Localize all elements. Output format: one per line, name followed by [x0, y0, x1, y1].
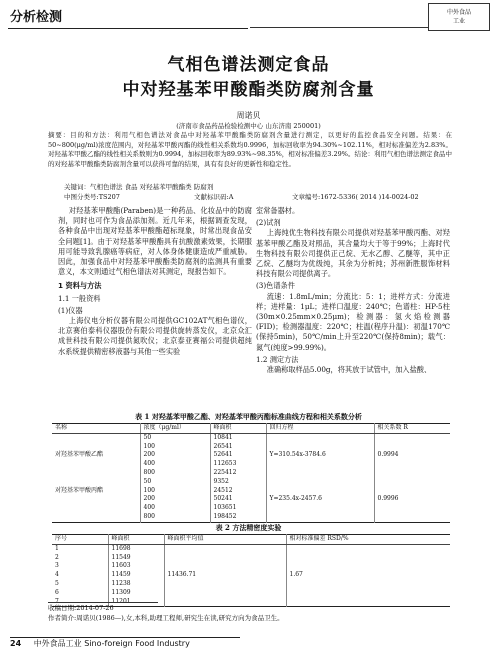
footnote-rule: [48, 602, 158, 603]
table-header-cell: 回归方程: [266, 424, 374, 434]
table-cell: [164, 544, 286, 553]
subsection-heading-1-1: 1.1 一般资料: [58, 293, 101, 303]
table-row: [52, 460, 450, 469]
table-row: [52, 451, 450, 460]
table-cell: 11698: [108, 544, 164, 553]
page-footer: [10, 637, 240, 656]
reagents-heading: (2)试剂: [256, 218, 281, 228]
table-header-cell: 峰面积平均值: [164, 535, 286, 545]
logo-line-1: 中外食品: [446, 9, 471, 16]
table-cell: [266, 460, 374, 469]
table-row: [52, 487, 450, 496]
instruments-heading: (1)仪器: [58, 305, 83, 315]
table-2: [52, 534, 450, 607]
table-cell: 0.9994: [377, 451, 399, 459]
table-cell: [52, 504, 140, 513]
table-header-cell: 峰面积: [108, 535, 164, 545]
table-cell: 11309: [108, 589, 164, 598]
table-cell: [266, 433, 374, 442]
logo-line-2: 工业: [452, 18, 465, 25]
table-cell: 11436.71: [164, 571, 286, 580]
table-cell: 198452: [210, 513, 266, 522]
table-row: [52, 562, 450, 571]
table-cell: [374, 443, 450, 452]
reagents-paragraph: 上海纯优生物科技有限公司提供对羟基苯甲酸丙酯、对羟基苯甲酸乙酯及对照品，其含量均大于等于99%；上海时代生物科技有限公司提供正己烷、无水乙醇、乙醚等，其中正乙烷、乙醚均为优级纯，其余为分析纯；苏州新胜服饰材料科技有限公司提供离子。: [256, 228, 450, 279]
table-cell: [52, 433, 140, 442]
table-cell: 11603: [108, 562, 164, 571]
keywords: 关键词：气相色谱法 食品 对羟基苯甲酸酯类 防腐剂: [64, 183, 214, 191]
method-heading: 1.2 测定方法: [256, 354, 299, 364]
table-cell: [374, 433, 450, 442]
received-date: 收稿日期:2014-07-26: [48, 604, 114, 612]
table-row: [52, 433, 450, 442]
table-cell: [374, 487, 450, 496]
table-cell: 50: [140, 478, 210, 487]
table-cell: 200: [140, 451, 210, 460]
table-cell: 11549: [108, 554, 164, 563]
clc-number: 中图分类号:TS207: [64, 193, 120, 201]
table-cell: 5: [52, 580, 108, 589]
table-cell: 100: [140, 443, 210, 452]
table-header-cell: 序号: [52, 535, 108, 545]
doc-code: 文献标识码:A: [194, 193, 234, 201]
table-cell: 50: [140, 433, 210, 442]
chromatography-paragraph: 流速：1.8mL/min；分流比：5：1；进样方式：分流进样；进样量：1μL；进样口温度：240℃；色谱柱：HP-5柱(30m×0.25mm×0.25μm)；检测器：氢火焰检测器(FID)；检测器温度：220℃；柱温(程序升温)：初温170℃(保持5min)，50℃/min上升至220℃(保持8min)；载气：氮气(纯度>99.99%)。: [256, 291, 450, 352]
chromatography-heading: (3)色谱条件: [256, 281, 295, 291]
article-title-line-2: 中对羟基苯甲酸酯类防腐剂含量: [122, 80, 375, 100]
table-header-row: [52, 424, 450, 434]
table-header-cell: 相关系数 R: [374, 424, 450, 434]
abstract: 摘要：目的和方法：利用气相色谱法对食品中对羟基苯甲酸酯类防腐剂含量进行测定，以更好的监控食品安全问题。结果：在50~800(μg/ml)浓度范围内，对羟基苯甲酸丙酯的线性相关系数均0.9996，加标回收率为94.30%~102.11%，相对标准偏差为2.83%。对羟基苯甲酸乙酯的线性相关系数则为0.9994，加标回收率为89.93%~98.35%，相对标准偏差3.29%。结论：利用气相色谱法测定食品中的对羟基苯甲酸酯类防腐剂含量可以获得可靠的结果，具有有良好的更新性和稳定性。: [48, 131, 452, 168]
page-number: 24: [10, 639, 22, 648]
table-cell: 103651: [210, 504, 266, 513]
table-row: [52, 504, 450, 513]
table-cell: [374, 460, 450, 469]
table-cell: [164, 580, 286, 589]
author-name: 周诺贝: [236, 111, 261, 120]
method-paragraph: 准确称取样品5.00g，将其放于试管中，加入盐酸、: [266, 365, 432, 375]
left-column: [58, 206, 252, 357]
table-cell: [266, 487, 374, 496]
table-cell: [52, 460, 140, 469]
table-row: [52, 443, 450, 452]
table-row: [52, 478, 450, 487]
table-cell: 50241: [210, 495, 266, 504]
table-cell: [286, 589, 450, 598]
table-cell: 对羟基苯甲酸丙酯: [52, 487, 140, 496]
table-row: [52, 469, 450, 478]
table-row: [52, 544, 450, 553]
table-cell: 800: [140, 513, 210, 522]
table-cell: 800: [140, 469, 210, 478]
table-cell: [266, 478, 374, 487]
table-cell: [52, 513, 140, 522]
table-cell: 2: [52, 554, 108, 563]
table-cell: [52, 469, 140, 478]
instruments-paragraph: 上海仪电分析仪器有限公司提供GC102AT气相色谱仪，北京赛伯泰科仪器股份有限公司提供旋转蒸发仪，北京众汇成世科技有限公司提供氮吹仪；北京泰亚赛福公司提供超纯水系统提供精密移液器与其他一些实验: [58, 316, 252, 356]
intro-paragraph: 对羟基苯甲酸酯(Paraben)是一种药品、化妆品中的防腐剂，同时也可作为食品添加剂。近几年来，根据调查发现，各种食品中出现对羟基苯甲酸酯超标现象，时常出现食品安全问题[1]。由于对羟基苯甲酸酯具有抗酸激素效果，长期服用可能导致乳腺癌等病症，对人体身体健康造成严重威胁。因此，加强食品中对羟基苯甲酸酯类防腐剂的监测具有重要意义，本文则通过气相色谱法对其测定，现报告如下。: [58, 206, 252, 277]
table-cell: 9352: [210, 478, 266, 487]
table-cell: 400: [140, 504, 210, 513]
table-header-cell: 浓度（μg/ml）: [140, 424, 210, 434]
table-header-cell: 相对标准偏差 RSD/%: [286, 535, 450, 545]
table-row: [52, 554, 450, 563]
table-cell: 0.9996: [377, 495, 399, 503]
header-divider: [250, 27, 428, 28]
table-cell: [374, 478, 450, 487]
article-title-line-1: 气相色谱法测定食品: [167, 55, 330, 75]
table-cell: 24512: [210, 487, 266, 496]
table-header-cell: 名称: [52, 424, 140, 434]
continued-text: 室常备器材。: [256, 206, 300, 215]
table-cell: [266, 443, 374, 452]
table-cell: [164, 562, 286, 571]
journal-name: 中外食品工业 Sino-foreign Food Industry: [33, 639, 190, 648]
table-cell: Y=235.4x-2457.6: [266, 495, 374, 504]
table-1: [52, 423, 450, 523]
author-bio: 作者简介:周诺贝(1986—),女,本科,助理工程师,研究生在读,研究方向为食品卫生。: [48, 613, 284, 622]
table-cell: 6: [52, 589, 108, 598]
table-cell: [52, 478, 140, 487]
table-cell: 11238: [108, 580, 164, 589]
table-cell: 100: [140, 487, 210, 496]
table-cell: 4: [52, 571, 108, 580]
journal-logo: [428, 3, 490, 31]
table-row: [52, 571, 450, 580]
table-cell: [52, 495, 140, 504]
right-column: [256, 206, 450, 375]
table-row: [52, 589, 450, 598]
table-cell: [286, 580, 450, 589]
table-header-row: [52, 535, 450, 545]
table-cell: [286, 562, 450, 571]
table-cell: [164, 589, 286, 598]
table-cell: 225412: [210, 469, 266, 478]
table-cell: [266, 513, 374, 522]
table-2-caption: 表 2 方法精密度实验: [215, 523, 282, 532]
table-1-caption: 表 1 对羟基苯甲酸乙酯、对羟基苯甲酸丙酯标准曲线方程和相关系数分析: [135, 412, 362, 421]
table-cell: 26541: [210, 443, 266, 452]
table-cell: [374, 469, 450, 478]
table-cell: [286, 544, 450, 553]
section-heading-1: 1 资料与方法: [58, 281, 102, 291]
section-label: 分析检测: [10, 10, 63, 25]
table-cell: 52641: [210, 451, 266, 460]
table-cell: [286, 554, 450, 563]
table-cell: 1.67: [289, 571, 303, 579]
table-cell: 对羟基苯甲酸乙酯: [52, 451, 140, 460]
table-cell: [286, 598, 450, 607]
table-header-cell: 峰面积: [210, 424, 266, 434]
table-cell: Y=310.54x-3784.6: [266, 451, 374, 460]
table-cell: 112653: [210, 460, 266, 469]
table-cell: 400: [140, 460, 210, 469]
table-row: [52, 513, 450, 522]
article-number: 文章编号:1672-5336( 2014 )14-0024-02: [292, 193, 419, 201]
table-cell: 1: [52, 544, 108, 553]
table-row: [52, 495, 450, 504]
table-cell: 200: [140, 495, 210, 504]
author-affiliation: (济南市食品药品检验检测中心 山东济南 250001): [176, 122, 321, 130]
table-cell: [266, 469, 374, 478]
table-cell: [374, 513, 450, 522]
table-cell: [266, 504, 374, 513]
footnote: [48, 604, 284, 623]
table-row: [52, 580, 450, 589]
table-cell: 11459: [108, 571, 164, 580]
table-cell: 10841: [210, 433, 266, 442]
table-cell: [374, 504, 450, 513]
table-cell: [164, 554, 286, 563]
table-cell: 3: [52, 562, 108, 571]
